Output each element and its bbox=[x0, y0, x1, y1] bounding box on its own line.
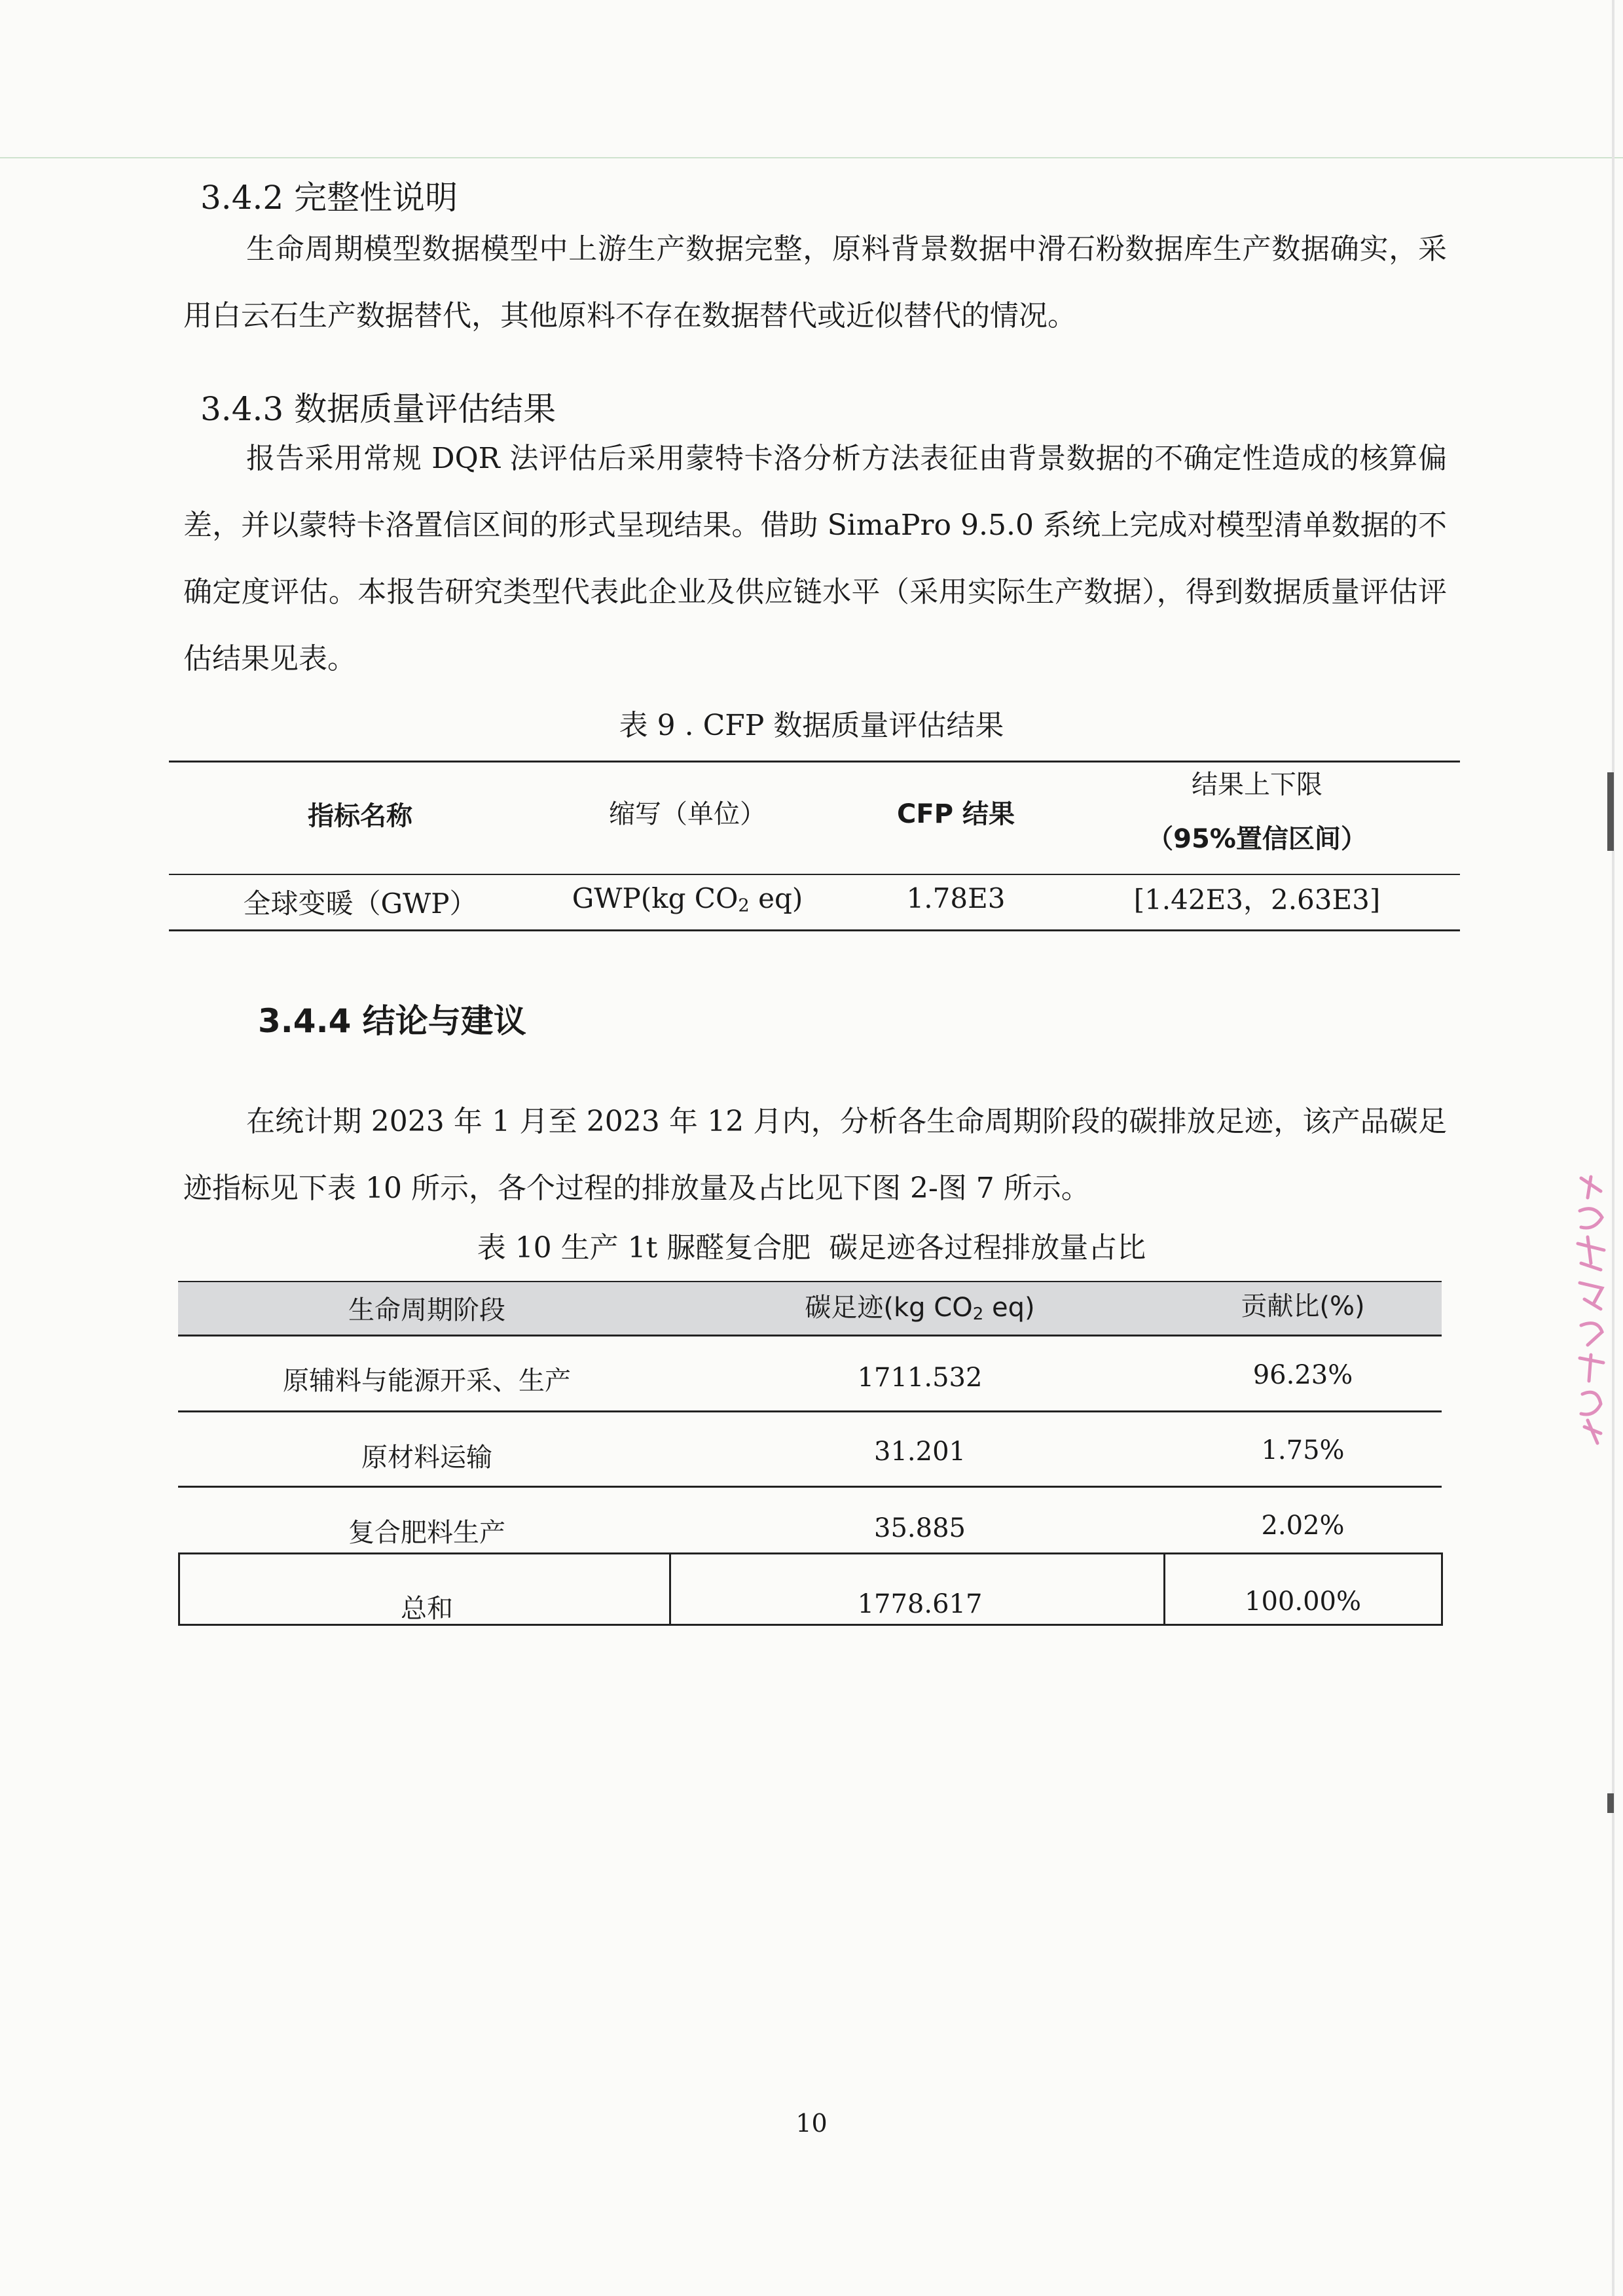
scan-edge-mark bbox=[1607, 1793, 1614, 1813]
seal-stamp-fragment bbox=[1568, 1172, 1614, 1446]
table10-header-share: 贡献比(%) bbox=[1241, 1291, 1365, 1321]
table-top-rule bbox=[169, 761, 1460, 762]
table10-caption-part2: 碳足迹各过程排放量占比 bbox=[829, 1231, 1146, 1265]
table9-header-range-line1: 结果上下限 bbox=[1192, 770, 1322, 800]
table-rule bbox=[178, 1281, 1442, 1282]
section-paragraph-343 bbox=[183, 425, 1447, 692]
table9-cell-range: [1.42E3，2.63E3] bbox=[1133, 884, 1381, 916]
table10-row-share: 2.02% bbox=[1261, 1511, 1345, 1541]
table10-header-stage: 生命周期阶段 bbox=[348, 1295, 505, 1325]
table10-total-stage: 总和 bbox=[401, 1594, 453, 1624]
table9-header-name: 指标名称 bbox=[308, 801, 412, 831]
table10-row-stage: 原材料运输 bbox=[361, 1443, 492, 1473]
table9-header-abbr: 缩写（单位） bbox=[609, 799, 766, 829]
table9-cell-abbr bbox=[524, 882, 851, 916]
table10-header-cf bbox=[674, 1287, 1165, 1324]
paragraph-text: 在统计期 2023 年 1 月至 2023 年 12 月内，分析各生命周期阶段的碳排放足迹，该产品碳足迹指标见下表 10 所示，各个过程的排放量及占比见下图 2-图 7 所示。 bbox=[183, 1105, 1447, 1205]
section-paragraph-342 bbox=[183, 216, 1447, 350]
paragraph-text: 报告采用常规 DQR 法评估后采用蒙特卡洛分析方法表征由背景数据的不确定性造成的核算偏差，并以蒙特卡洛置信区间的形式呈现结果。借助 SimaPro 9.5.0 系统上完成对模型清单数据的不确定度评估。本报告研究类型代表此企业及供应链水平（采用实际生产数据），得到数据质量评估评估结果见表。 bbox=[183, 442, 1447, 675]
table10-caption bbox=[0, 1224, 1623, 1266]
table10-row-cf: 35.885 bbox=[874, 1513, 966, 1543]
page-number: 10 bbox=[795, 2109, 828, 2138]
table-bottom-rule bbox=[169, 929, 1460, 931]
section-heading-344: 3.4.4 结论与建议 bbox=[258, 1002, 526, 1040]
section-heading-342: 3.4.2 完整性说明 bbox=[200, 179, 458, 217]
table9-caption: 表 9 . CFP 数据质量评估结果 bbox=[619, 709, 1004, 742]
table9-header-result: CFP 结果 bbox=[897, 799, 1015, 829]
table-rule bbox=[178, 1410, 1442, 1412]
table10-total-cf: 1778.617 bbox=[857, 1589, 983, 1619]
table10-total-share: 100.00% bbox=[1245, 1587, 1361, 1617]
cf-subscript: 2 bbox=[972, 1304, 984, 1325]
section-paragraph-344 bbox=[183, 1088, 1447, 1222]
scan-edge-mark bbox=[1607, 772, 1614, 851]
table9-cell-name: 全球变暖（GWP） bbox=[243, 888, 477, 920]
table10-row-share: 1.75% bbox=[1261, 1435, 1345, 1465]
cf-suffix: eq) bbox=[983, 1293, 1035, 1323]
table10-row-cf: 31.201 bbox=[874, 1437, 966, 1467]
table10-row-stage: 原辅料与能源开采、生产 bbox=[283, 1366, 571, 1396]
table9-cell-result: 1.78E3 bbox=[906, 882, 1006, 914]
page-edge bbox=[1612, 0, 1614, 2296]
table10-caption-part1: 表 10 生产 1t 脲醛复合肥 bbox=[477, 1231, 811, 1265]
abbr-subscript: 2 bbox=[738, 895, 750, 916]
table-rule bbox=[178, 1486, 1442, 1488]
table10-row-cf: 1711.532 bbox=[857, 1363, 983, 1393]
paragraph-text: 生命周期模型数据模型中上游生产数据完整，原料背景数据中滑石粉数据库生产数据确实，采用白云石生产数据替代，其他原料不存在数据替代或近似替代的情况。 bbox=[183, 232, 1447, 332]
abbr-suffix: eq) bbox=[749, 882, 803, 914]
cf-prefix: 碳足迹(kg CO bbox=[805, 1293, 973, 1323]
table-mid-rule bbox=[169, 874, 1460, 875]
table10-row-share: 96.23% bbox=[1252, 1360, 1353, 1390]
abbr-prefix: GWP(kg CO bbox=[572, 882, 739, 914]
table-rule bbox=[178, 1335, 1442, 1336]
table9-header-range-line2: （95%置信区间） bbox=[1147, 824, 1367, 854]
table10-row-stage: 复合肥料生产 bbox=[348, 1518, 505, 1548]
section-heading-343: 3.4.3 数据质量评估结果 bbox=[200, 390, 556, 428]
scan-guide-line bbox=[0, 157, 1623, 158]
